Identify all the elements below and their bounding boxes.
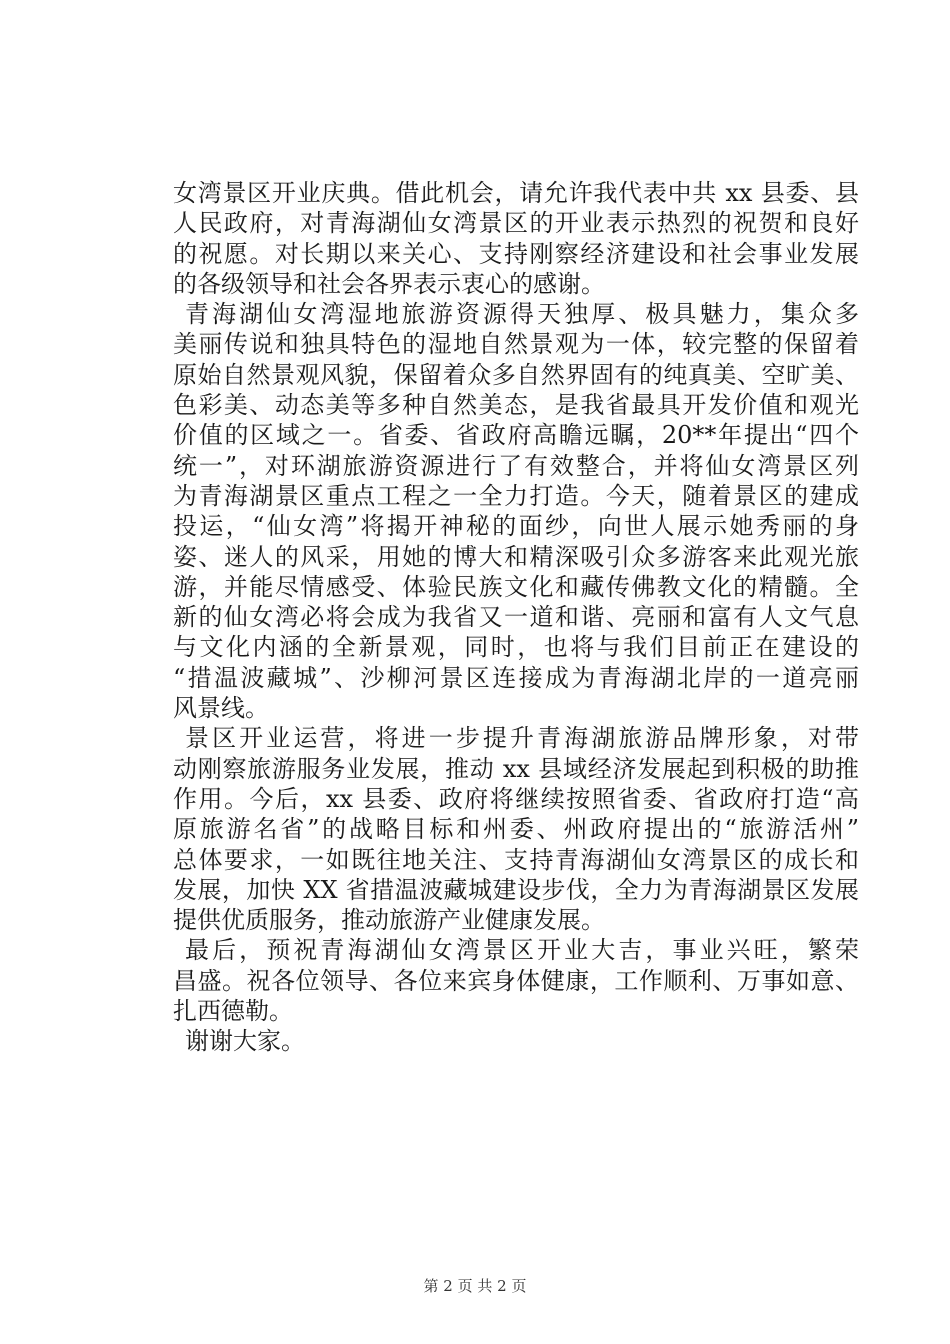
text-line: 风景线。 [173,694,269,723]
text-line: 发展，加快 XX 省措温波藏城建设步伐，全力为青海湖景区发展 [173,875,859,904]
text-line: 人民政府，对青海湖仙女湾景区的开业表示热烈的祝贺和良好 [173,209,859,238]
text-line: 女湾景区开业庆典。借此机会，请允许我代表中共 xx 县委、县 [173,179,859,207]
text-line: 的祝愿。对长期以来关心、支持刚察经济建设和社会事业发展 [173,239,859,268]
text-line: 美丽传说和独具特色的湿地自然景观为一体，较完整的保留着 [173,330,859,359]
text-line: 动刚察旅游服务业发展，推动 xx 县域经济发展起到积极的助推 [173,754,859,783]
paragraph-5 [173,1026,859,1056]
text-line: 投运，“仙女湾”将揭开神秘的面纱，向世人展示她秀丽的身 [173,512,859,541]
text-line: 作用。今后，xx 县委、政府将继续按照省委、省政府打造“高 [173,784,859,813]
text-line: 景区开业运营，将进一步提升青海湖旅游品牌形象，对带 [185,724,859,753]
text-line: “措温波藏城”、沙柳河景区连接成为青海湖北岸的一道亮丽 [173,663,859,692]
text-line: 扎西德勒。 [173,997,293,1026]
text-line: 姿、迷人的风采，用她的博大和精深吸引众多游客来此观光旅 [173,542,859,571]
text-line: 色彩美、动态美等多种自然美态，是我省最具开发价值和观光 [173,391,859,420]
paragraph-3 [173,723,859,935]
text-line: 原始自然景观风貌，保留着众多自然界固有的纯真美、空旷美、 [173,360,859,389]
text-line: 价值的区域之一。省委、省政府高瞻远瞩，20**年提出“四个 [173,421,859,450]
text-line: 为青海湖景区重点工程之一全力打造。今天，随着景区的建成 [173,481,859,510]
text-line: 最后，预祝青海湖仙女湾景区开业大吉，事业兴旺，繁荣 [185,936,859,965]
text-line: 青海湖仙女湾湿地旅游资源得天独厚、极具魅力，集众多 [185,300,859,329]
text-line: 统一”，对环湖旅游资源进行了有效整合，并将仙女湾景区列 [173,451,859,480]
document-body [173,178,859,1057]
text-line: 新的仙女湾必将会成为我省又一道和谐、亮丽和富有人文气息 [173,603,859,632]
page-footer: 第 2 页 共 2 页 [423,1277,527,1295]
text-line: 提供优质服务，推动旅游产业健康发展。 [173,906,605,935]
text-line: 谢谢大家。 [185,1027,305,1056]
text-line: 的各级领导和社会各界表示衷心的感谢。 [173,269,605,298]
paragraph-2 [173,299,859,723]
text-line: 与文化内涵的全新景观，同时，也将与我们目前正在建设的 [173,633,859,662]
text-line: 原旅游名省”的战略目标和州委、州政府提出的“旅游活州” [173,815,859,844]
text-line: 游，并能尽情感受、体验民族文化和藏传佛教文化的精髓。全 [173,572,859,601]
text-line: 总体要求，一如既往地关注、支持青海湖仙女湾景区的成长和 [173,845,859,874]
paragraph-4 [173,935,859,1026]
text-line: 昌盛。祝各位领导、各位来宾身体健康，工作顺利、万事如意、 [173,966,859,995]
paragraph-1 [173,178,859,299]
